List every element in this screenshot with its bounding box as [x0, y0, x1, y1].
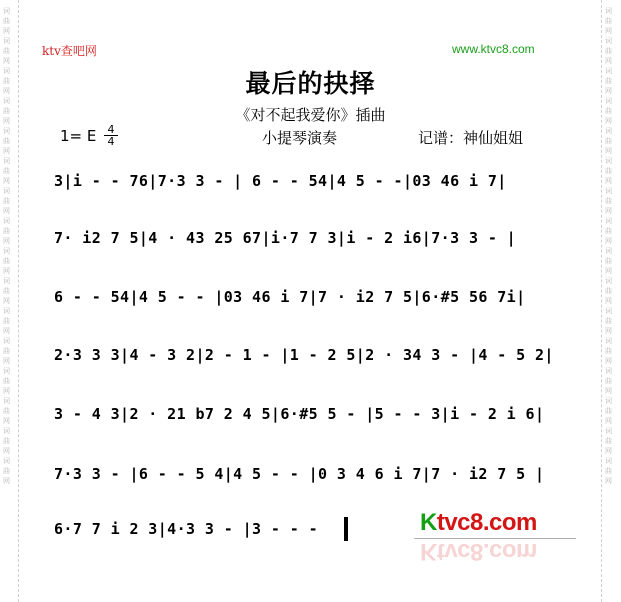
score-line-4: 2·3 3 3|4 - 3 2|2 - 1 - |1 - 2 5|2 · 34 3 - |4 - 5 2| — [54, 346, 554, 364]
score-line-6: 7·3 3 - |6 - - 5 4|4 5 - - |0 3 4 6 i 7|7 · i2 7 5 | — [54, 465, 545, 483]
score-line-1: 3|i - - 76|7·3 3 - | 6 - - 54|4 5 - -|03 46 i 7| — [54, 172, 507, 190]
key-signature: 1= E — [60, 127, 97, 145]
time-signature — [104, 124, 118, 147]
time-denominator: 4 — [104, 135, 118, 147]
time-numerator: 4 — [107, 123, 115, 136]
performer-label: 小提琴演奏 — [262, 129, 338, 147]
logo-rest: tvc8.com — [436, 509, 537, 536]
score-line-7: 6·7 7 i 2 3|4·3 3 - |3 - - - — [54, 520, 328, 538]
score-line-5: 3 - 4 3|2 · 21 b7 2 4 5|6·#5 5 - |5 - - 3|i - 2 i 6| — [54, 405, 545, 423]
final-barline — [344, 517, 348, 541]
logo-k: K — [420, 509, 437, 536]
site-logo — [420, 509, 537, 537]
watermark-left: ktv查吧网 — [42, 44, 97, 58]
left-margin-watermark: 词曲网词曲网词曲网词曲网词曲网词曲网词曲网词曲网词曲网词曲网词曲网词曲网词曲网词曲网词曲网词曲网 — [3, 7, 10, 485]
score-line-3: 6 - - 54|4 5 - - |03 46 i 7|7 · i2 7 5|6·#5 56 7i| — [54, 288, 526, 306]
score-line-2: 7· i2 7 5|4 · 43 25 67|i·7 7 3|i - 2 i6|7·3 3 - | — [54, 229, 517, 247]
right-margin-watermark: 词曲网词曲网词曲网词曲网词曲网词曲网词曲网词曲网词曲网词曲网词曲网词曲网词曲网词曲网词曲网词曲网 — [605, 7, 612, 485]
transcriber-label: 记谱：神仙姐姐 — [418, 129, 524, 147]
song-title: 最后的抉择 — [245, 69, 376, 98]
logo-reflection: Ktvc8.com — [420, 538, 537, 565]
song-subtitle: 《对不起我爱你》插曲 — [235, 106, 386, 124]
watermark-right: www.ktvc8.com — [452, 42, 535, 56]
